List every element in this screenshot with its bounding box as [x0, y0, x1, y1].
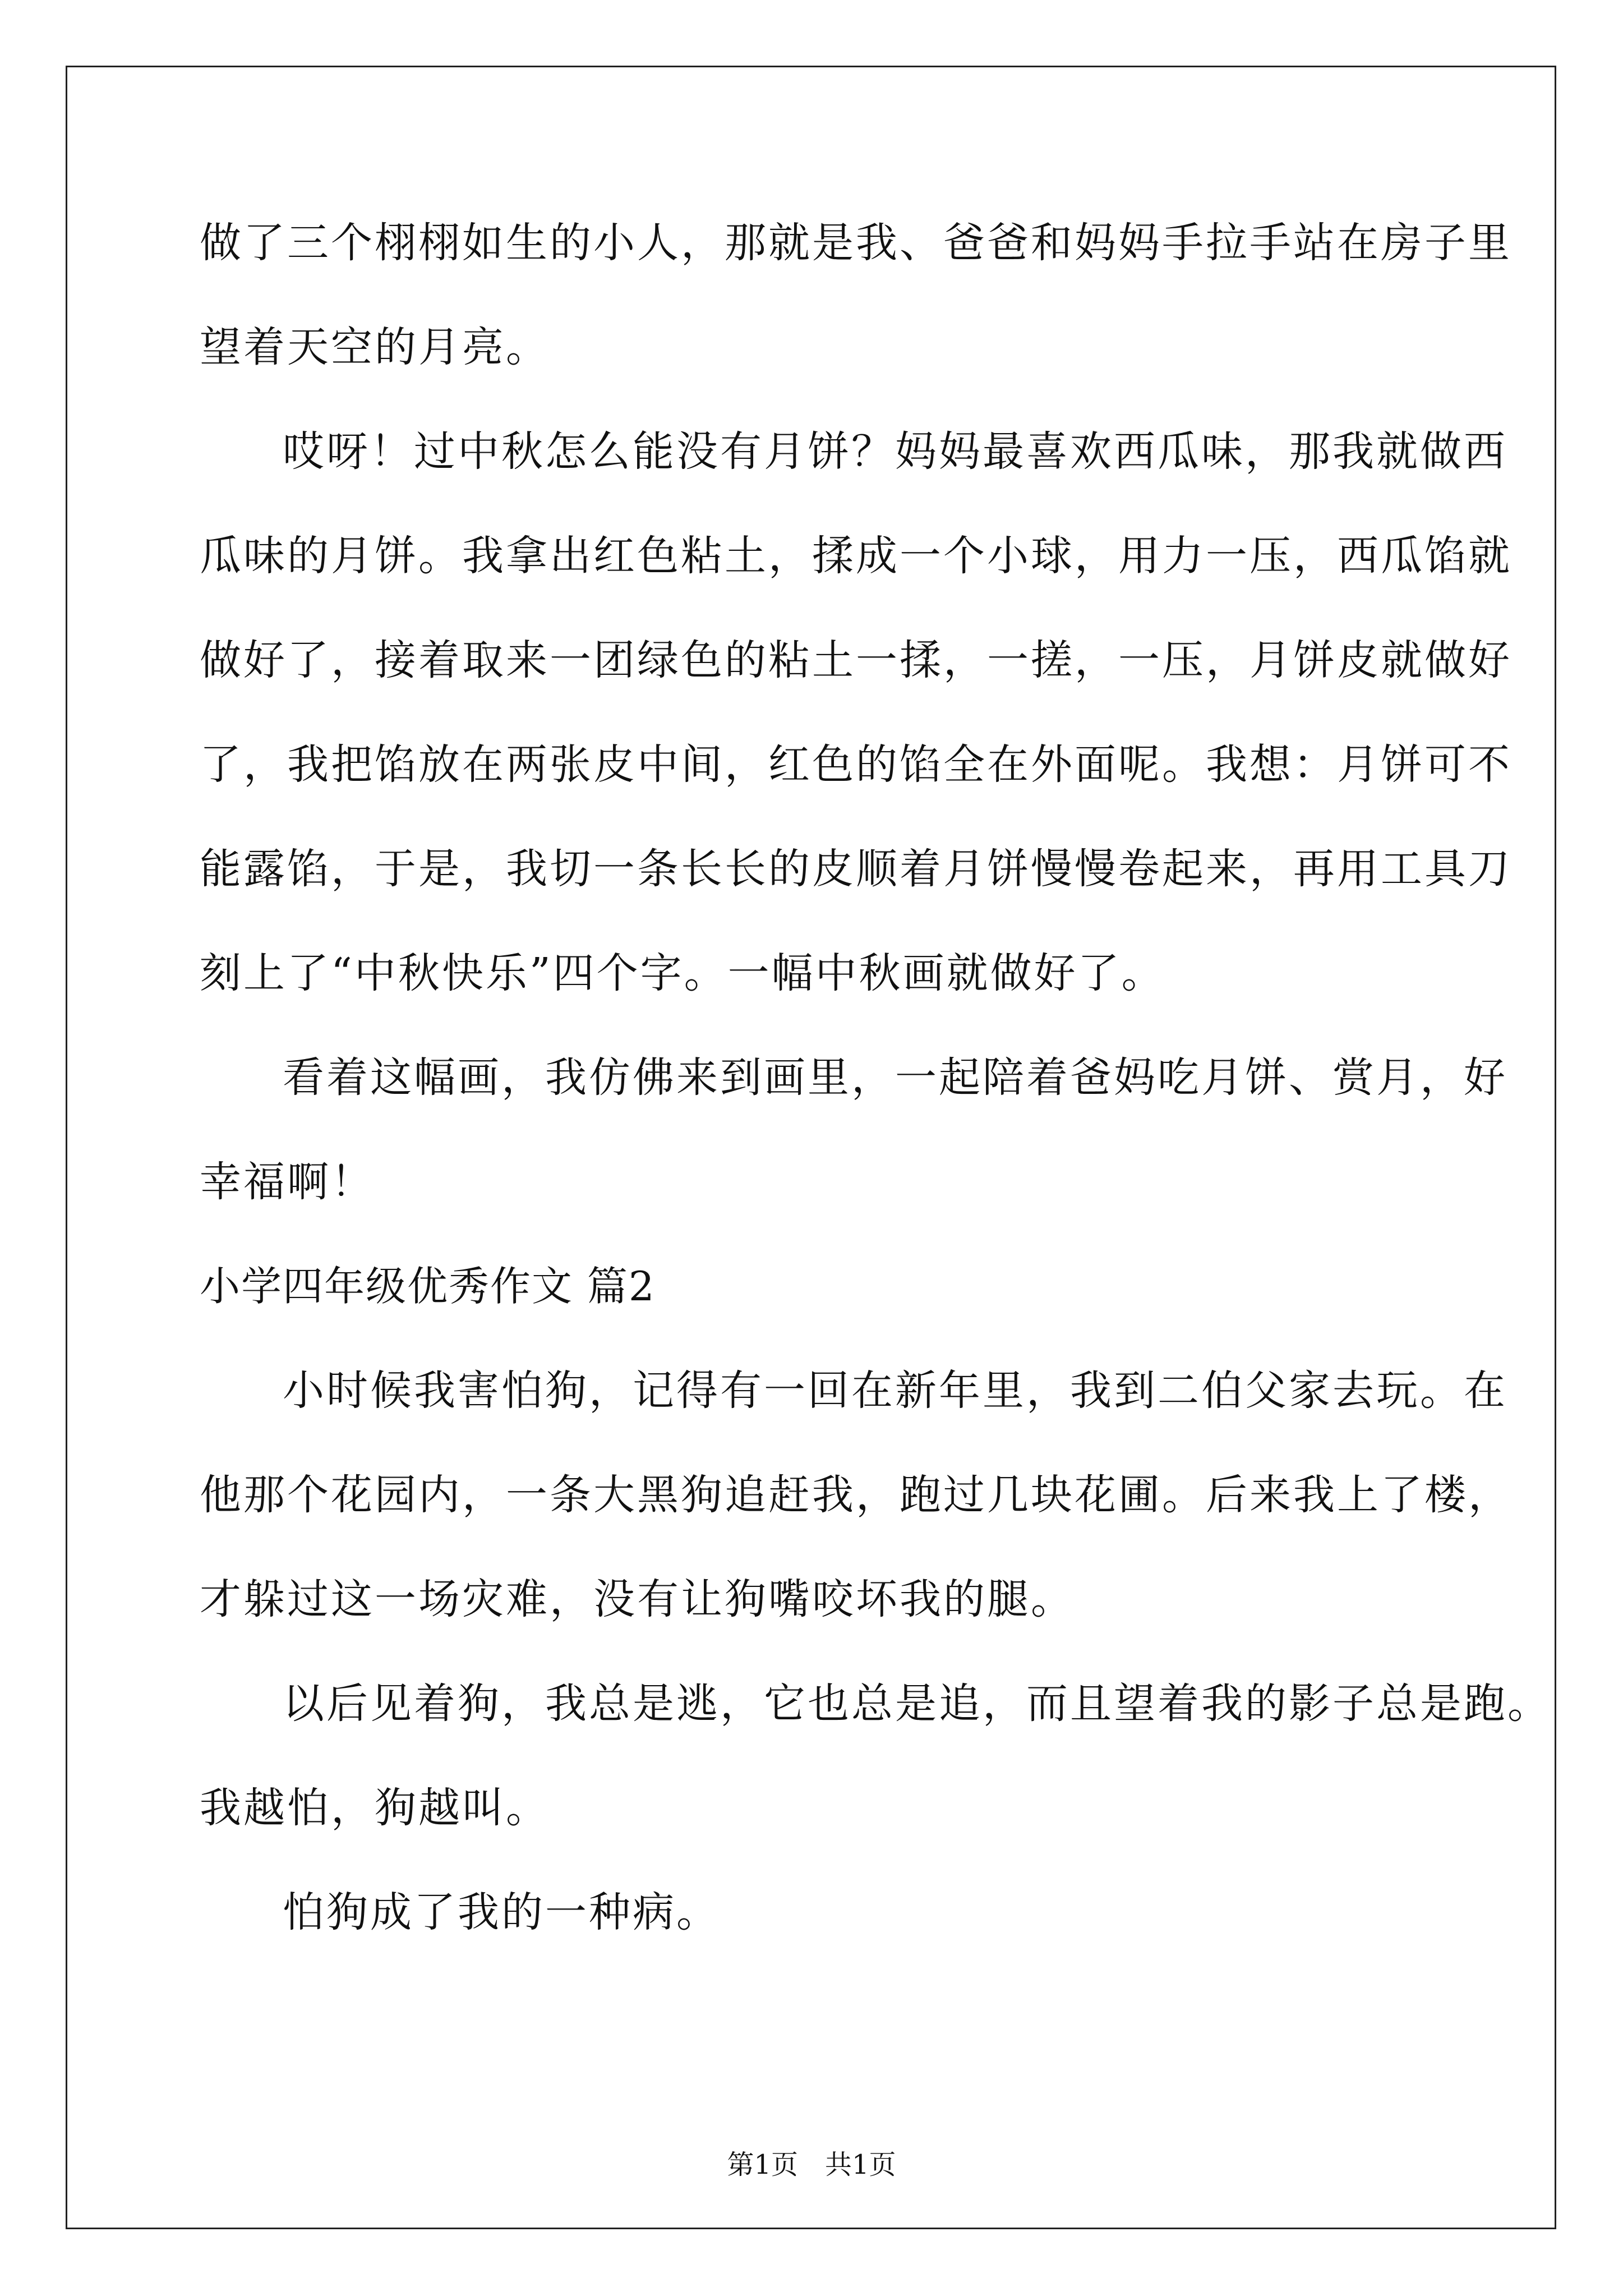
- text-line: 以后见着狗，我总是逃，它也总是追，而且望着我的影子总是跑。: [283, 1680, 1551, 1728]
- text-line: 怕狗成了我的一种病。: [283, 1888, 720, 1936]
- text-line: 刻上了“中秋快乐”四个字。一幅中秋画就做好了。: [200, 949, 1165, 997]
- text-line: 幸福啊！: [200, 1158, 375, 1206]
- text-line: 瓜味的月饼。我拿出红色粘土，揉成一个小球，用力一压，西瓜馅就: [200, 532, 1512, 580]
- text-line: 看着这幅画，我仿佛来到画里，一起陪着爸妈吃月饼、赏月，好: [283, 1053, 1507, 1102]
- text-line: 哎呀！过中秋怎么能没有月饼？妈妈最喜欢西瓜味，那我就做西: [283, 427, 1507, 476]
- document-body: [200, 191, 1551, 1964]
- text-line: 我越怕，狗越叫。: [200, 1784, 550, 1832]
- text-line: 他那个花园内，一条大黑狗追赶我，跑过几块花圃。后来我上了楼，: [200, 1471, 1512, 1519]
- text-line: 小时候我害怕狗，记得有一回在新年里，我到二伯父家去玩。在: [283, 1366, 1507, 1415]
- text-line: 能露馅，于是，我切一条长长的皮顺着月饼慢慢卷起来，再用工具刀: [200, 845, 1512, 893]
- text-line: 做了三个栩栩如生的小人，那就是我、爸爸和妈妈手拉手站在房子里: [200, 219, 1512, 267]
- text-line: 做好了，接着取来一团绿色的粘土一揉，一搓，一压，月饼皮就做好: [200, 636, 1512, 684]
- section-heading: 小学四年级优秀作文 篇2: [200, 1263, 656, 1310]
- text-line: 望着天空的月亮。: [200, 323, 550, 371]
- page-footer: 第1页 共1页: [727, 2149, 896, 2180]
- text-line: 才躲过这一场灾难，没有让狗嘴咬坏我的腿。: [200, 1575, 1075, 1623]
- text-line: 了，我把馅放在两张皮中间，红色的馅全在外面呢。我想：月饼可不: [200, 740, 1512, 789]
